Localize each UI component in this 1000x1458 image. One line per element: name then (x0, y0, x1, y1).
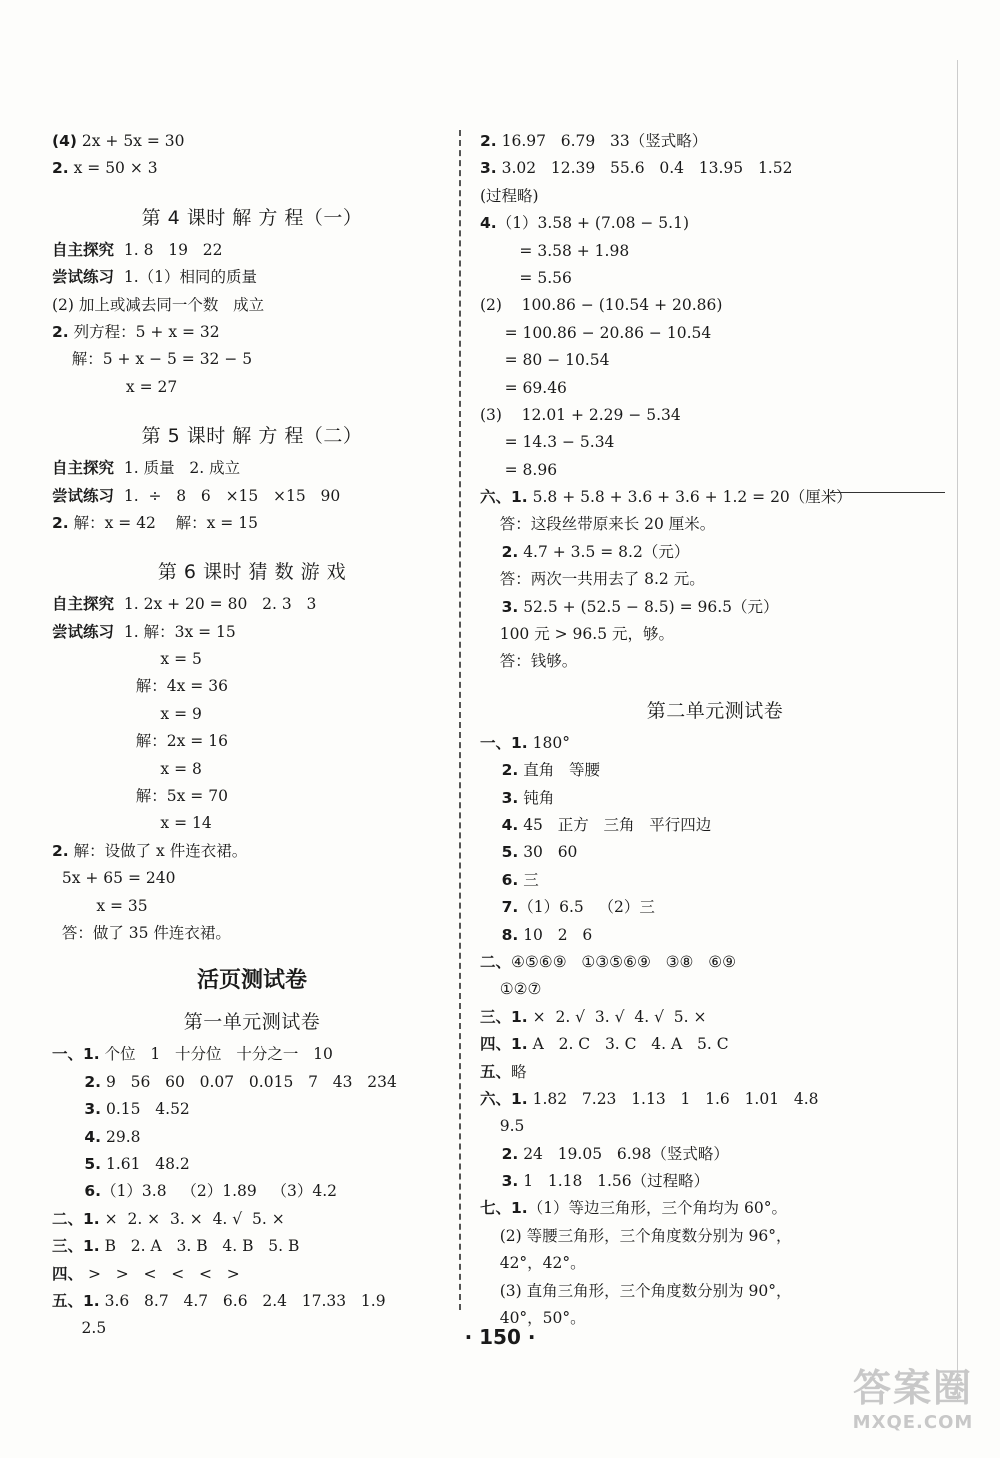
answer-line (480, 730, 950, 757)
handwritten-line (830, 492, 945, 493)
answer-text: 3.02 12.39 55.6 0.4 13.95 1.52 (496, 159, 793, 178)
answer-line (52, 838, 452, 865)
answer-line (480, 1031, 950, 1058)
answer-text: （1）6.5 （2）三 (518, 898, 655, 917)
item-number: 2. (480, 542, 519, 561)
item-number: 3. (480, 788, 519, 807)
answer-line (52, 728, 452, 755)
answer-text: 1.61 48.2 (101, 1154, 190, 1173)
answer-line (480, 922, 950, 949)
answer-text: 1. 质量 2. 成立 (114, 459, 241, 478)
answer-line (480, 1250, 950, 1277)
item-number: 4. (480, 815, 519, 834)
answer-text: (3) 直角三角形，三个角度数分别为 90°， (480, 1281, 792, 1300)
answer-line (480, 238, 950, 265)
answer-text: 1.（1）相同的质量 (114, 268, 258, 287)
answer-line (480, 785, 950, 812)
answer-line (52, 1124, 452, 1151)
answer-text: 三 (518, 870, 539, 889)
right-column (480, 128, 950, 1332)
answer-line (480, 1113, 950, 1140)
item-number: 4. (52, 1127, 102, 1146)
answer-text: x = 8 (52, 759, 202, 778)
answer-text: 解：5 + x − 5 = 32 − 5 (52, 350, 253, 369)
answer-text: 1.82 7.23 1.13 1 1.6 1.01 4.8 (527, 1089, 819, 1108)
answer-text: 52.5 + (52.5 − 8.5) = 96.5（元） (518, 597, 779, 616)
answer-text: 9.5 (480, 1117, 525, 1136)
section-heading: 第二单元测试卷 (646, 699, 784, 722)
item-number: 尝试练习 (52, 268, 115, 287)
answer-line (52, 346, 452, 373)
item-number: 3. (480, 159, 497, 178)
answer-text: A 2. C 3. C 4. A 5. C (527, 1035, 729, 1054)
answer-text: = 5.56 (480, 268, 572, 287)
answer-line (52, 1178, 452, 1205)
answer-line (52, 810, 452, 837)
answer-line (480, 1223, 950, 1250)
answer-text: 10 2 6 (518, 925, 593, 944)
answer-line (52, 646, 452, 673)
answer-line (52, 374, 452, 401)
item-number: 自主探究 (52, 240, 115, 259)
item-number: 8. (480, 925, 519, 944)
item-number: 5. (52, 1154, 102, 1173)
answer-line (480, 867, 950, 894)
answer-line (52, 1096, 452, 1123)
watermark-logo (838, 1350, 988, 1440)
answer-line (480, 839, 950, 866)
item-number: 五、 (480, 1062, 512, 1081)
answer-text: （1）3.8 （2）1.89 （3）4.2 (101, 1182, 338, 1201)
section-heading: 第 5 课时 解 方 程（二） (141, 425, 363, 448)
section-heading: 第 6 课时 猜 数 游 戏 (157, 561, 347, 584)
answer-text: = 69.46 (480, 378, 567, 397)
page-edge-line (957, 60, 958, 1400)
column-divider (459, 130, 461, 1310)
answer-line (480, 1086, 950, 1113)
item-number: 2. (480, 761, 519, 780)
item-number: 2. (480, 132, 497, 150)
answer-line (480, 566, 950, 593)
answer-line (480, 949, 950, 976)
item-number: (4) (52, 132, 77, 150)
item-number: 3. (52, 1100, 102, 1119)
item-number: 七、1. (480, 1199, 528, 1218)
item-number: 四、1. (480, 1035, 528, 1054)
answer-line (52, 1069, 452, 1096)
answer-line (52, 756, 452, 783)
answer-text: x = 5 (52, 650, 202, 669)
answer-text: 1. 2x + 20 = 80 2. 3 3 (114, 595, 317, 614)
answer-text: 解：2x = 16 (52, 732, 228, 751)
answer-line (52, 510, 452, 537)
answer-line (52, 1041, 452, 1068)
answer-line (480, 292, 950, 319)
answer-text: 直角 等腰 (518, 761, 600, 780)
answer-line (52, 128, 452, 155)
answer-text: 答：两次一共用去了 8.2 元。 (480, 570, 705, 589)
answer-text: > > < < < > (83, 1264, 240, 1283)
answer-line (52, 1206, 452, 1233)
answer-line (52, 237, 452, 264)
answer-text: 24 19.05 6.98（竖式略） (518, 1144, 729, 1163)
item-number: 5. (480, 843, 519, 862)
answer-line (52, 1151, 452, 1178)
answer-text: = 3.58 + 1.98 (480, 241, 630, 260)
item-number: 3. (480, 1172, 519, 1191)
answer-line (480, 812, 950, 839)
answer-text: 1. 解：3x = 15 (114, 622, 236, 641)
item-number: 三、1. (52, 1237, 100, 1256)
section-heading: 第 4 课时 解 方 程（一） (141, 206, 363, 229)
answer-text: = 8.96 (480, 460, 558, 479)
answer-text: 40°，50°。 (480, 1309, 586, 1328)
answer-text: × 2. × 3. × 4. √ 5. × (99, 1209, 285, 1228)
answer-text: (2) 加上或减去同一个数 成立 (52, 295, 265, 314)
answer-text: 个位 1 十分位 十分之一 10 (99, 1045, 333, 1064)
answer-text: x = 35 (52, 896, 148, 915)
item-number: 2. (52, 513, 69, 532)
answer-line (52, 591, 452, 618)
answer-line (480, 511, 950, 538)
answer-text: = 80 − 10.54 (480, 351, 610, 370)
answer-text: 5x + 65 = 240 (52, 869, 176, 888)
answer-text: 答：做了 35 件连衣裙。 (52, 923, 231, 942)
answer-line (480, 621, 950, 648)
answer-text: 2x + 5x = 30 (76, 132, 185, 150)
answer-text: ①②⑦ (480, 980, 542, 999)
item-number: 6. (52, 1182, 102, 1201)
item-number: 3. (480, 597, 519, 616)
item-number: 2. (52, 1072, 102, 1091)
item-number: 2. (52, 322, 69, 341)
answer-text: = 14.3 − 5.34 (480, 433, 615, 452)
answer-line (480, 128, 950, 155)
answer-line (480, 1278, 950, 1305)
spacer (480, 676, 950, 690)
answer-text: 29.8 (101, 1127, 141, 1146)
answer-line (52, 865, 452, 892)
answer-text: 钝角 (518, 788, 555, 807)
answer-text: 42°，42°。 (480, 1254, 586, 1273)
answer-line (480, 429, 950, 456)
item-number: 六、1. (480, 1089, 528, 1108)
item-number: 自主探究 (52, 459, 115, 478)
answer-text: 列方程：5 + x = 32 (68, 322, 220, 341)
answer-line (480, 402, 950, 429)
answer-line (480, 1195, 950, 1222)
answer-text: 解：设做了 x 件连衣裙。 (68, 841, 248, 860)
answer-line (480, 976, 950, 1003)
answer-text: 30 60 (518, 843, 578, 862)
item-number: 一、1. (480, 733, 528, 752)
answer-text: 1. ÷ 8 6 ×15 ×15 90 (114, 486, 341, 505)
answer-line (480, 1004, 950, 1031)
answer-text: 略 (511, 1062, 527, 1081)
answer-text: x = 27 (52, 377, 178, 396)
answer-line (52, 619, 452, 646)
answer-text: x = 14 (52, 814, 212, 833)
answer-line (480, 757, 950, 784)
answer-text: (3) 12.01 + 2.29 − 5.34 (480, 405, 681, 424)
answer-line (480, 1168, 950, 1195)
answer-text: 答：钱够。 (480, 652, 578, 671)
answer-line (480, 894, 950, 921)
answer-line (480, 265, 950, 292)
item-number: 6. (480, 870, 519, 889)
answer-text: x = 9 (52, 704, 202, 723)
item-number: 尝试练习 (52, 486, 115, 505)
answer-line (52, 1261, 452, 1288)
answer-text: 180° (527, 733, 570, 752)
item-number: 四、 (52, 1264, 84, 1283)
page-number: · 150 · (464, 1325, 536, 1349)
answer-line (52, 455, 452, 482)
answer-line (52, 264, 452, 291)
answer-text: ④⑤⑥⑨ ①③⑤⑥⑨ ③⑧ ⑥⑨ (511, 952, 737, 971)
left-column (52, 128, 452, 1343)
answer-text: 45 正方 三角 平行四边 (518, 815, 712, 834)
answer-text: 2.5 (52, 1319, 107, 1338)
answer-text: × 2. √ 3. √ 4. √ 5. × (527, 1007, 707, 1026)
item-number: 7. (480, 898, 519, 917)
spacer (52, 537, 452, 551)
answer-line (52, 1288, 452, 1315)
answer-text: 1 1.18 1.56（过程略） (518, 1172, 710, 1191)
answer-text: B 2. A 3. B 4. B 5. B (99, 1237, 300, 1256)
answer-line (52, 1233, 452, 1260)
answer-line (52, 783, 452, 810)
answer-line (480, 457, 950, 484)
item-number: 五、1. (52, 1291, 100, 1310)
answer-text: (2) 100.86 − (10.54 + 20.86) (480, 296, 723, 315)
answer-line (480, 648, 950, 675)
answer-text: 9 56 60 0.07 0.015 7 43 234 (101, 1072, 397, 1091)
answer-line (480, 183, 950, 210)
item-number: 4. (480, 214, 497, 233)
answer-text: （1）等边三角形，三个角均为 60°。 (527, 1199, 787, 1218)
answer-line (480, 594, 950, 621)
answer-text: 0.15 4.52 (101, 1100, 190, 1119)
item-number: 六、1. (480, 488, 528, 507)
answer-line (480, 155, 950, 182)
item-number: 2. (52, 159, 69, 178)
item-number: 尝试练习 (52, 622, 115, 641)
spacer (52, 401, 452, 415)
answer-text: 16.97 6.79 33（竖式略） (496, 132, 708, 150)
watermark-sub: MXQE.COM (852, 1412, 974, 1433)
answer-line (52, 920, 452, 947)
answer-text: 答：这段丝带原来长 20 厘米。 (480, 515, 716, 534)
answer-line (52, 155, 452, 182)
item-number: 2. (52, 841, 69, 860)
answer-line (480, 1059, 950, 1086)
watermark-main: 答案圈 (852, 1366, 973, 1410)
spacer (52, 947, 452, 961)
answer-text: 解：4x = 36 (52, 677, 228, 696)
section-heading: 活页测试卷 (196, 968, 307, 994)
answer-text: 100 元 > 96.5 元，够。 (480, 625, 675, 644)
answer-line (480, 375, 950, 402)
answer-text: (2) 等腰三角形，三个角度数分别为 96°， (480, 1226, 792, 1245)
answer-text: 5.8 + 5.8 + 3.6 + 3.6 + 1.2 = 20（厘米） (527, 488, 852, 507)
answer-text: x = 50 × 3 (68, 159, 158, 178)
answer-line (52, 893, 452, 920)
section-heading: 第一单元测试卷 (183, 1011, 321, 1034)
spacer (52, 183, 452, 197)
answer-line (480, 210, 950, 237)
answer-line (480, 320, 950, 347)
answer-line (480, 347, 950, 374)
item-number: 一、1. (52, 1045, 100, 1064)
answer-line (52, 673, 452, 700)
item-number: 二、1. (52, 1209, 100, 1228)
answer-text: （1）3.58 + (7.08 − 5.1) (496, 214, 689, 233)
answer-text: (过程略) (480, 186, 539, 205)
answer-line (52, 292, 452, 319)
item-number: 三、1. (480, 1007, 528, 1026)
item-number: 2. (480, 1144, 519, 1163)
answer-text: 4.7 + 3.5 = 8.2（元） (518, 542, 690, 561)
item-number: 自主探究 (52, 595, 115, 614)
answer-text: 1. 8 19 22 (114, 240, 223, 259)
item-number: 二、 (480, 952, 512, 971)
answer-line (52, 701, 452, 728)
answer-text: 3.6 8.7 4.7 6.6 2.4 17.33 1.9 (99, 1291, 386, 1310)
answer-line (480, 484, 950, 511)
answer-text: 解：5x = 70 (52, 787, 228, 806)
answer-line (52, 483, 452, 510)
answer-line (480, 539, 950, 566)
answer-text: 解：x = 42 解：x = 15 (68, 513, 258, 532)
answer-text: = 100.86 − 20.86 − 10.54 (480, 323, 712, 342)
answer-line (480, 1141, 950, 1168)
answer-line (52, 319, 452, 346)
